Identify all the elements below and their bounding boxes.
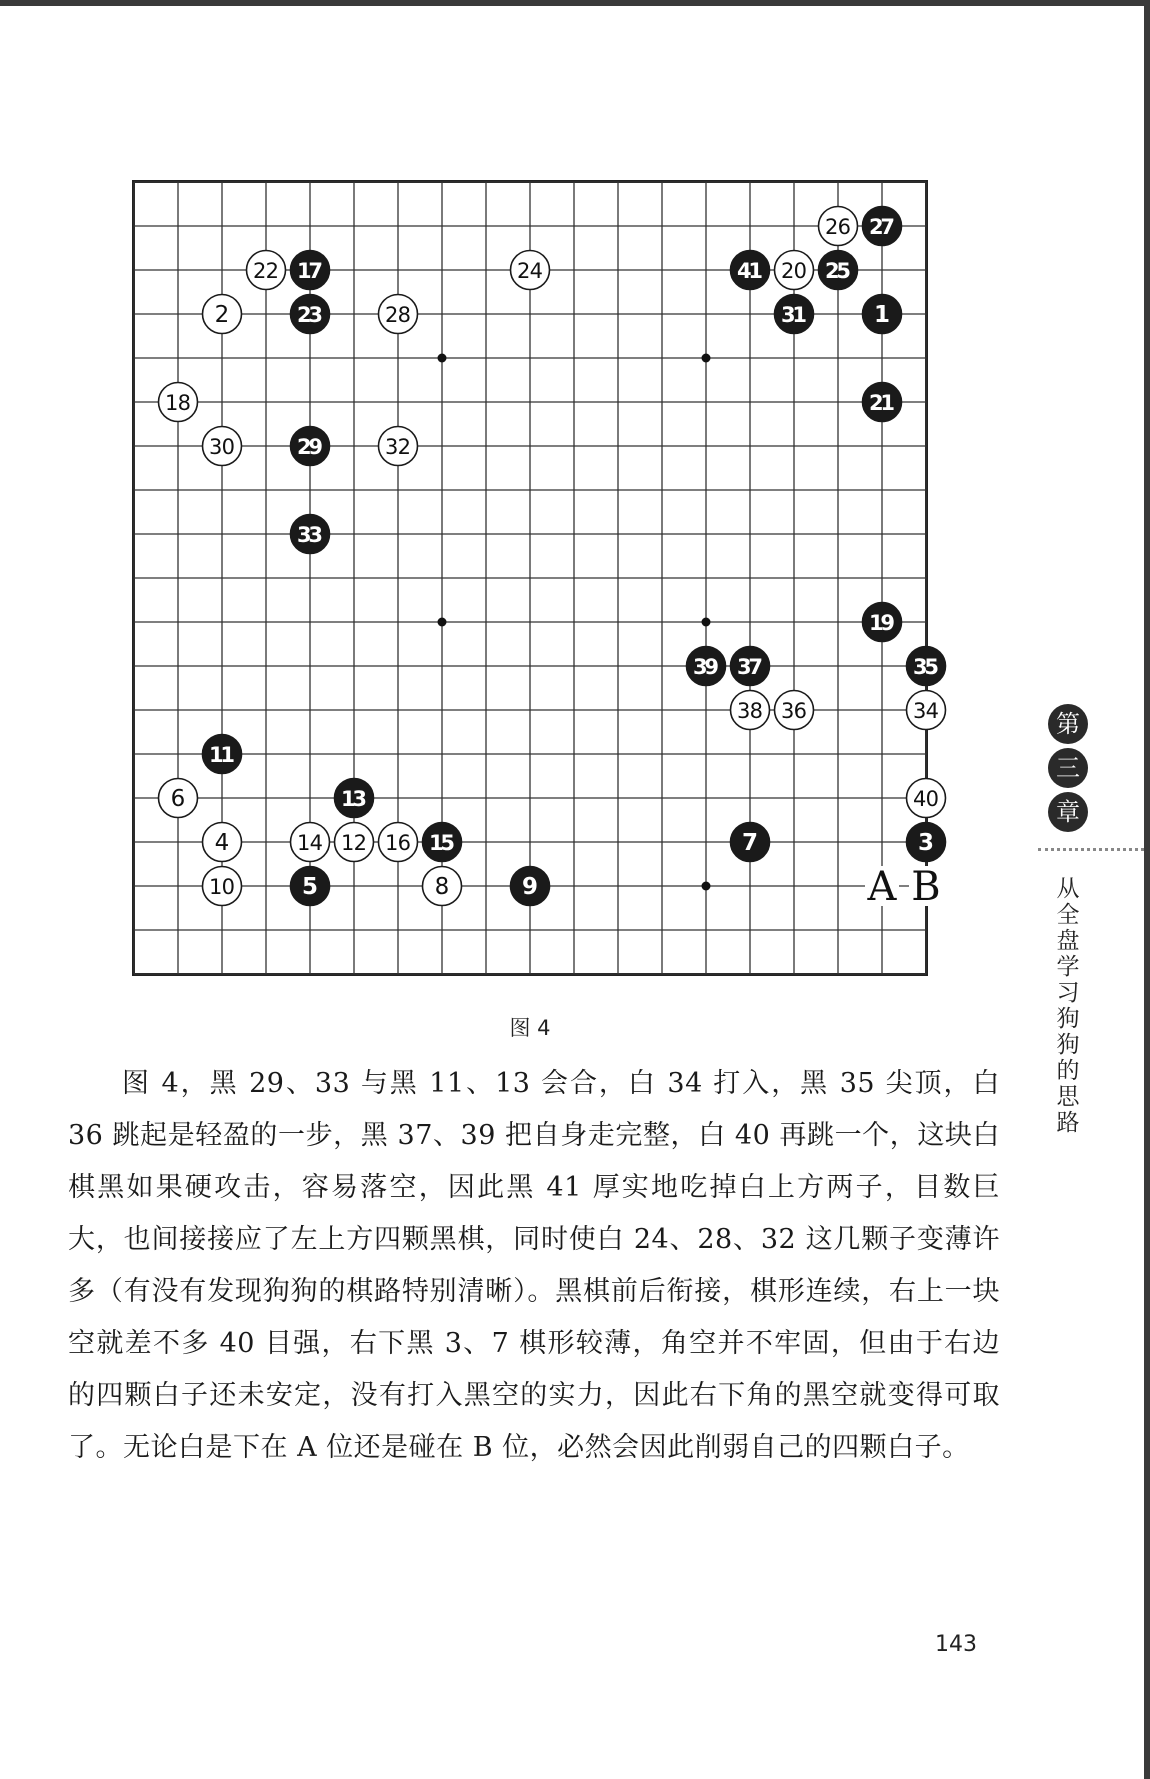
- svg-text:8: 8: [434, 874, 450, 900]
- go-board-diagram: [132, 180, 941, 976]
- svg-text:6: 6: [170, 786, 186, 812]
- black-stone-9: [511, 867, 550, 906]
- white-stone-22: [247, 251, 286, 290]
- chapter-title: 从全盘学习狗狗的思路: [1056, 876, 1080, 1136]
- svg-text:16: 16: [385, 831, 411, 855]
- svg-text:15: 15: [429, 831, 455, 855]
- svg-text:12: 12: [341, 831, 367, 855]
- svg-text:37: 37: [737, 655, 763, 679]
- svg-text:5: 5: [301, 874, 319, 900]
- svg-text:39: 39: [693, 655, 719, 679]
- white-stone-4: [203, 823, 242, 862]
- black-stone-1: [863, 295, 902, 334]
- svg-text:22: 22: [253, 259, 279, 283]
- svg-text:2: 2: [214, 302, 230, 328]
- svg-text:30: 30: [209, 435, 235, 459]
- chapter-mark-3: 章: [1048, 792, 1088, 832]
- white-stone-20: [775, 251, 814, 290]
- black-stone-17: [291, 251, 330, 290]
- star-point: [702, 882, 711, 891]
- svg-text:32: 32: [385, 435, 411, 459]
- black-stone-5: [291, 867, 330, 906]
- svg-text:1: 1: [873, 302, 891, 328]
- white-stone-24: [511, 251, 550, 290]
- svg-text:35: 35: [913, 655, 939, 679]
- black-stone-41: [731, 251, 770, 290]
- black-stone-15: [423, 823, 462, 862]
- black-stone-27: [863, 207, 902, 246]
- white-stone-14: [291, 823, 330, 862]
- svg-text:20: 20: [781, 259, 807, 283]
- svg-text:29: 29: [297, 435, 323, 459]
- white-stone-2: [203, 295, 242, 334]
- chapter-mark-1: 第: [1048, 704, 1088, 744]
- figure-caption: 图 4: [509, 1016, 551, 1040]
- svg-text:31: 31: [781, 303, 807, 327]
- white-stone-10: [203, 867, 242, 906]
- svg-text:13: 13: [341, 787, 367, 811]
- white-stone-34: [907, 691, 946, 730]
- chapter-tab: [1048, 704, 1088, 836]
- black-stone-25: [819, 251, 858, 290]
- svg-text:41: 41: [737, 259, 763, 283]
- black-stone-11: [203, 735, 242, 774]
- svg-text:17: 17: [297, 259, 323, 283]
- black-stone-39: [687, 647, 726, 686]
- chapter-mark-2: 三: [1048, 748, 1088, 788]
- svg-text:26: 26: [825, 215, 851, 239]
- white-stone-30: [203, 427, 242, 466]
- black-stone-35: [907, 647, 946, 686]
- white-stone-16: [379, 823, 418, 862]
- body-text: [68, 1058, 1000, 1474]
- svg-text:28: 28: [385, 303, 411, 327]
- svg-text:38: 38: [737, 699, 763, 723]
- svg-text:34: 34: [913, 699, 939, 723]
- svg-text:19: 19: [869, 611, 895, 635]
- svg-text:4: 4: [214, 830, 230, 856]
- black-stone-21: [863, 383, 902, 422]
- svg-text:36: 36: [781, 699, 807, 723]
- black-stone-23: [291, 295, 330, 334]
- white-stone-36: [775, 691, 814, 730]
- black-stone-13: [335, 779, 374, 818]
- black-stone-37: [731, 647, 770, 686]
- svg-text:27: 27: [869, 215, 895, 239]
- white-stone-12: [335, 823, 374, 862]
- svg-text:7: 7: [741, 830, 759, 856]
- paragraph: 图 4，黑 29、33 与黑 11、13 会合，白 34 打入，黑 35 尖顶，白 36 跳起是轻盈的一步，黑 37、39 把自身走完整，白 40 再跳一个，这块白棋黑如果硬攻击，容易落空，因此黑 41 厚实地吃掉白上方两子，目数巨大，也间接接应了左上方四颗黑棋，同时使白 24、28、32 这几颗子变薄许多（有没有发现狗狗的棋路特别清晰）。黑棋前后衔接，棋形连续，右上一块空就差不多 40 目强，右下黑 3、7 棋形较薄，角空并不牢固，但由于右边的四颗白子还未安定，没有打入黑空的实力，因此右下角的黑空就变得可取了。无论白是下在 A 位还是碰在 B 位，必然会因此削弱自己的四颗白子。: [68, 1068, 1000, 1463]
- svg-text:9: 9: [521, 874, 539, 900]
- svg-text:40: 40: [913, 787, 939, 811]
- star-point: [702, 618, 711, 627]
- white-stone-6: [159, 779, 198, 818]
- svg-text:23: 23: [297, 303, 323, 327]
- white-stone-40: [907, 779, 946, 818]
- black-stone-19: [863, 603, 902, 642]
- white-stone-18: [159, 383, 198, 422]
- star-point: [438, 618, 447, 627]
- svg-text:33: 33: [297, 523, 323, 547]
- page-number: 143: [935, 1632, 977, 1657]
- white-stone-38: [731, 691, 770, 730]
- svg-text:18: 18: [165, 391, 191, 415]
- white-stone-32: [379, 427, 418, 466]
- svg-text:10: 10: [209, 875, 235, 899]
- star-point: [702, 354, 711, 363]
- black-stone-3: [907, 823, 946, 862]
- white-stone-8: [423, 867, 462, 906]
- black-stone-31: [775, 295, 814, 334]
- svg-text:3: 3: [917, 830, 935, 856]
- svg-text:21: 21: [869, 391, 895, 415]
- black-stone-29: [291, 427, 330, 466]
- svg-text:14: 14: [297, 831, 323, 855]
- marker-A: A: [867, 864, 897, 910]
- white-stone-26: [819, 207, 858, 246]
- star-point: [438, 354, 447, 363]
- marker-B: B: [911, 864, 941, 910]
- black-stone-33: [291, 515, 330, 554]
- svg-text:24: 24: [517, 259, 543, 283]
- black-stone-7: [731, 823, 770, 862]
- svg-text:25: 25: [825, 259, 851, 283]
- svg-text:11: 11: [209, 743, 235, 767]
- chapter-divider: [1038, 848, 1144, 851]
- white-stone-28: [379, 295, 418, 334]
